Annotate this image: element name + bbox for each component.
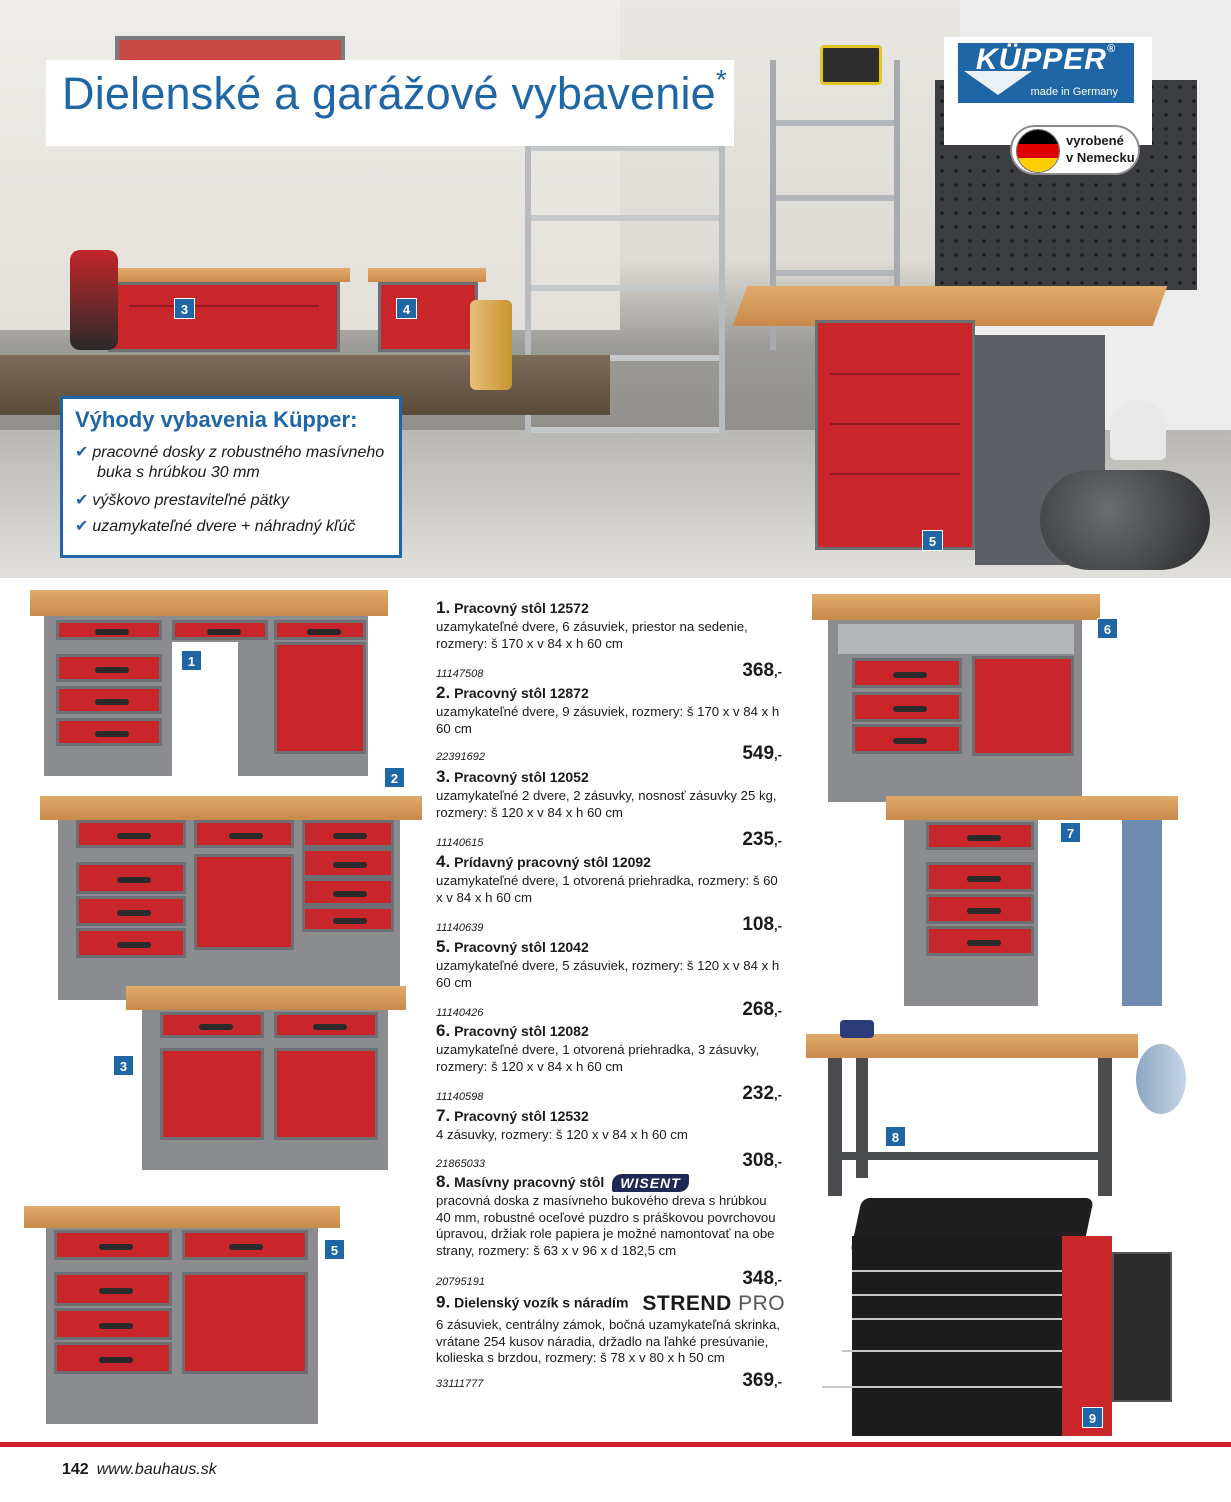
product-item-9: 9. Dielenský vozík s náradím STREND PRO 6 zásuviek, centrálny zámok, bočná uzamykateľná skrinka, vrátane 254 kusov náradia, držadlo na ľahké presúvanie, kolieska s brzdou, rozmery: š 78 x v 80 x h 50 cm 33111777 369,- <box>436 1292 786 1391</box>
check-icon: ✔ <box>75 518 89 535</box>
product-image-8 <box>806 1014 1194 1198</box>
photo-marker-5: 5 <box>922 530 943 551</box>
product-image-1 <box>30 590 390 780</box>
benefit-item: ✔ uzamykateľné dvere + náhradný kľúč <box>75 518 356 535</box>
product-image-6 <box>812 594 1102 806</box>
photo-marker-4: 4 <box>396 298 417 319</box>
german-flag-icon <box>1016 129 1060 173</box>
made-in-germany-badge: vyrobené v Nemecku <box>1010 125 1140 175</box>
product-image-9 <box>812 1196 1176 1440</box>
photo-bench-5 <box>815 320 975 550</box>
spray-gun <box>1110 400 1166 460</box>
benefits-title: Výhody vybavenia Küpper: <box>75 407 358 432</box>
product-item-5: 5. Pracovný stôl 12042 uzamykateľné dvere, 5 zásuviek, rozmery: š 120 x v 84 x h 60 cm 11140426 268,- <box>436 937 782 1020</box>
product-image-2 <box>40 796 424 1006</box>
footer <box>62 1461 217 1479</box>
product-marker-1: 1 <box>181 650 202 671</box>
product-item-1: 1. Pracovný stôl 12572 uzamykateľné dvere, 6 zásuviek, priestor na sedenie, rozmery: š 170 x v 84 x h 60 cm 11147508 368,- <box>436 598 782 681</box>
drill <box>70 250 118 350</box>
page-title: Dielenské a garážové vybavenie* <box>62 64 727 119</box>
photo-marker-3: 3 <box>174 298 195 319</box>
check-icon: ✔ <box>75 492 89 509</box>
product-image-3 <box>126 986 408 1176</box>
product-item-3: 3. Pracovný stôl 12052 uzamykateľné 2 dvere, 2 zásuvky, nosnosť zásuvky 25 kg, rozmery: š 120 x v 84 x h 60 cm 11140615 235,- <box>436 767 782 850</box>
check-icon: ✔ <box>75 444 89 461</box>
product-item-7: 7. Pracovný stôl 12532 4 zásuvky, rozmery: š 120 x v 84 x h 60 cm 21865033 308,- <box>436 1106 782 1171</box>
wisent-logo: WISENT <box>612 1174 688 1192</box>
benefits-box <box>60 396 402 558</box>
product-marker-9: 9 <box>1082 1407 1103 1428</box>
product-image-7 <box>886 796 1180 1010</box>
title-box <box>46 60 734 146</box>
strend-pro-logo: STREND PRO <box>642 1292 786 1315</box>
product-marker-8: 8 <box>885 1126 906 1147</box>
photo-bench-4 <box>378 282 478 352</box>
product-marker-7: 7 <box>1060 822 1081 843</box>
product-item-4: 4. Prídavný pracovný stôl 12092 uzamykateľné dvere, 1 otvorená priehradka, rozmery: š 60 x v 84 x h 60 cm 11140639 108,- <box>436 852 782 935</box>
product-item-8: 8. Masívny pracovný stôl WISENT pracovná doska z masívneho bukového dreva s hrúbkou 40 mm, robustné oceľové puzdro s práškovou povrchovou úpravou, držiak role papiera je možné namontovať na obe strany, rozmery: š 63 x v 96 x d 182,5 cm 20795191 348,- <box>436 1172 782 1289</box>
product-item-2: 2. Pracovný stôl 12872 uzamykateľné dvere, 9 zásuviek, rozmery: š 170 x v 84 x h 60 cm 22391692 549,- <box>436 683 782 764</box>
product-marker-3: 3 <box>113 1055 134 1076</box>
benefit-item: ✔ pracovné dosky z robustného masívneho buka s hrúbkou 30 mm <box>75 444 385 481</box>
compressor <box>1040 470 1210 570</box>
product-marker-6: 6 <box>1097 618 1118 639</box>
site-url[interactable]: www.bauhaus.sk <box>96 1461 217 1478</box>
hero-photo <box>0 0 1231 578</box>
paint-can <box>470 300 512 390</box>
product-marker-5: 5 <box>324 1239 345 1260</box>
footer-rule <box>0 1442 1231 1447</box>
kupper-logo: KÜPPER® made in Germany <box>944 37 1152 145</box>
vise-icon <box>840 1020 874 1038</box>
photo-bench-3 <box>108 282 340 352</box>
product-marker-2: 2 <box>384 767 405 788</box>
page-number: 142 <box>62 1461 89 1478</box>
product-image-5 <box>24 1206 342 1432</box>
product-item-6: 6. Pracovný stôl 12082 uzamykateľné dvere, 1 otvorená priehradka, 3 zásuvky, rozmery: š 120 x v 84 x h 60 cm 11140598 232,- <box>436 1021 782 1104</box>
benefit-item: ✔ výškovo prestaviteľné pätky <box>75 492 289 509</box>
